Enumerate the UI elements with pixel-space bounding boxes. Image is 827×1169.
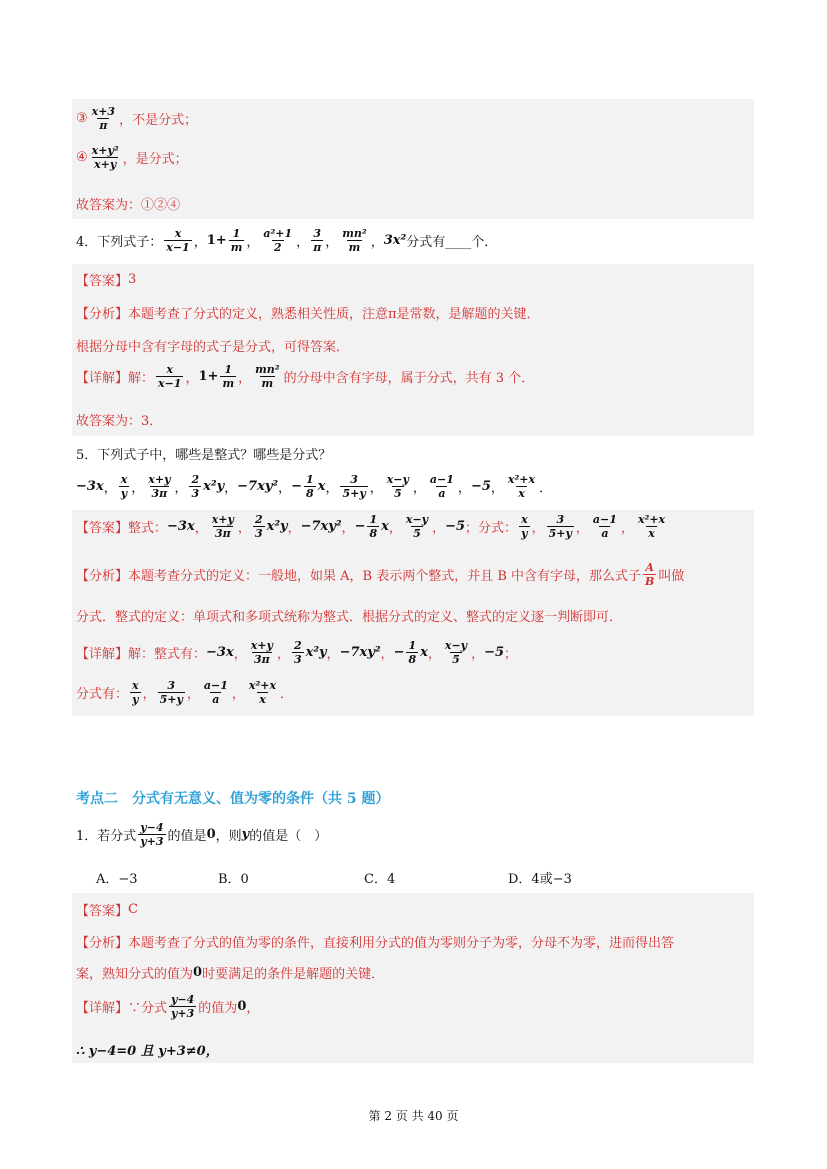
solution-line-3: ③ $\frac{x+3}{\pi}$ ，不是分式；: [76, 105, 198, 132]
analysis-line-2: 根据分母中含有字母的式子是分式，可得答案．: [76, 340, 350, 355]
option-a: A．−3: [96, 872, 138, 887]
page-footer: 第 2 页 共 40 页: [368, 1109, 459, 1123]
answer-line: 【答案】 C: [76, 902, 138, 919]
fraction: $\frac{x}{x-1}$: [166, 227, 190, 254]
detail-line-2: 分式有： $\frac{x}{y}$ ， $\frac{3}{5+y}$ ， $\frac{a-1}{a}$ ， $\frac{\text{x²+x}}{x}$ ．: [76, 679, 294, 706]
option-b: B．0: [218, 872, 249, 887]
answer-line: 【答案】 整式： −3x ， $\frac{x+y}{3\pi}$ ， $\frac{2}{3}$ x²y ， −7xy² ， − $\frac{1}{8}$ x ， $\frac{x-y}{5}$ ， −5 ；分式： $\frac{x}{y}$ ， $\frac{3}{5+y}$ ， $\frac{a-1}{a}$ ， $\frac{\text{x²+x}}{x}$: [76, 513, 666, 540]
analysis-line-2: 案，熟知分式的值为 0 时要满足的条件是解题的关键．: [76, 965, 385, 982]
circled-number: ④: [76, 150, 88, 165]
detail-line: 【详解】 解： $\frac{x}{x-1}$ ， 1+ $\frac{1}{m}$ ， $\frac{\text{mn²}}{m}$ 的分母中含有字母，属于分式，共有 3 个．: [76, 363, 535, 390]
answer-line: 【答案】 3: [76, 272, 137, 289]
fraction: $\frac{x+3}{\pi}$: [91, 105, 116, 132]
question-5-title: 5．下列式子中，哪些是整式？哪些是分式？: [76, 448, 332, 463]
question-5-expressions: −3x ， $\frac{x}{y}$ ， $\frac{x+y}{3\pi}$ ， $\frac{2}{3}$ x²y ， −7xy² ， − $\frac{1}{8}$ x ， $\frac{3}{5+y}$ ， $\frac{x-y}{5}$ ， $\frac{a-1}{a}$ ， −5 ， $\frac{\text{x²+x}}{x}$ ．: [76, 473, 553, 500]
conclusion-line: 故答案为：3．: [76, 414, 163, 429]
option-c: C．4: [364, 872, 396, 887]
solution-conclusion: 故答案为：①②④: [76, 198, 181, 213]
question-1: 1．若分式 $\frac{y-4}{y+3}$ 的值是 0 ，则 y 的值是（ ）: [76, 821, 328, 848]
analysis-line: 【分析】 本题考查了分式的定义，熟悉相关性质，注意π是常数，是解题的关键．: [76, 307, 540, 322]
fraction: $\frac{3}{\pi}$: [313, 227, 322, 254]
analysis-line-2: 分式．整式的定义：单项式和多项式统称为整式．根据分式的定义、整式的定义逐一判断即可．: [76, 610, 623, 625]
fraction: $\frac{\text{mn²}}{m}$: [342, 227, 367, 254]
fraction: $\frac{\text{mn²}}{m}$: [255, 363, 280, 390]
analysis-line: 【分析】 本题考查分式的定义：一般地，如果 A，B 表示两个整式，并且 B 中含有字母，那么式子 $\frac{A}{B}$ 叫做: [76, 561, 685, 588]
detail-line: 【详解】 解：整式有： −3x ， $\frac{x+y}{3\pi}$ ， $\frac{2}{3}$ x²y ， −7xy² ， − $\frac{1}{8}$ x ， $\frac{x-y}{5}$ ， −5 ；: [76, 639, 518, 666]
fraction: $\frac{\text{a²+1}}{2}$: [263, 227, 293, 254]
fraction: $\frac{\text{x+y²}}{x+y}$: [91, 144, 119, 171]
option-d: D．4或−3: [508, 872, 572, 887]
fraction: $\frac{1}{m}$: [222, 363, 235, 390]
detail-line: 【详解】 ∵分式 $\frac{y-4}{y+3}$ 的值为 0 ，: [76, 993, 260, 1020]
question-4: 4．下列式子： $\frac{x}{x-1}$ ， 1+ $\frac{1}{m}$ ， $\frac{\text{a²+1}}{2}$ ， $\frac{3}{\pi}$ ， $\frac{\text{mn²}}{m}$ ， 3x² 分式有____个．: [76, 227, 498, 254]
fraction: $\frac{1}{m}$: [230, 227, 243, 254]
analysis-line: 【分析】 本题考查了分式的值为零的条件，直接利用分式的值为零则分子为零，分母不为零，进而得出答: [76, 936, 675, 951]
circled-number: ③: [76, 111, 88, 126]
solution-line-4: ④ $\frac{\text{x+y²}}{x+y}$ ，是分式；: [76, 144, 188, 171]
section-title: 考点二 分式有无意义、值为零的条件（共 5 题）: [76, 791, 390, 807]
detail-line-2: ∴ y−4=0 且 y+3≠0，: [76, 1044, 219, 1059]
fraction: $\frac{x}{x-1}$: [158, 363, 182, 390]
